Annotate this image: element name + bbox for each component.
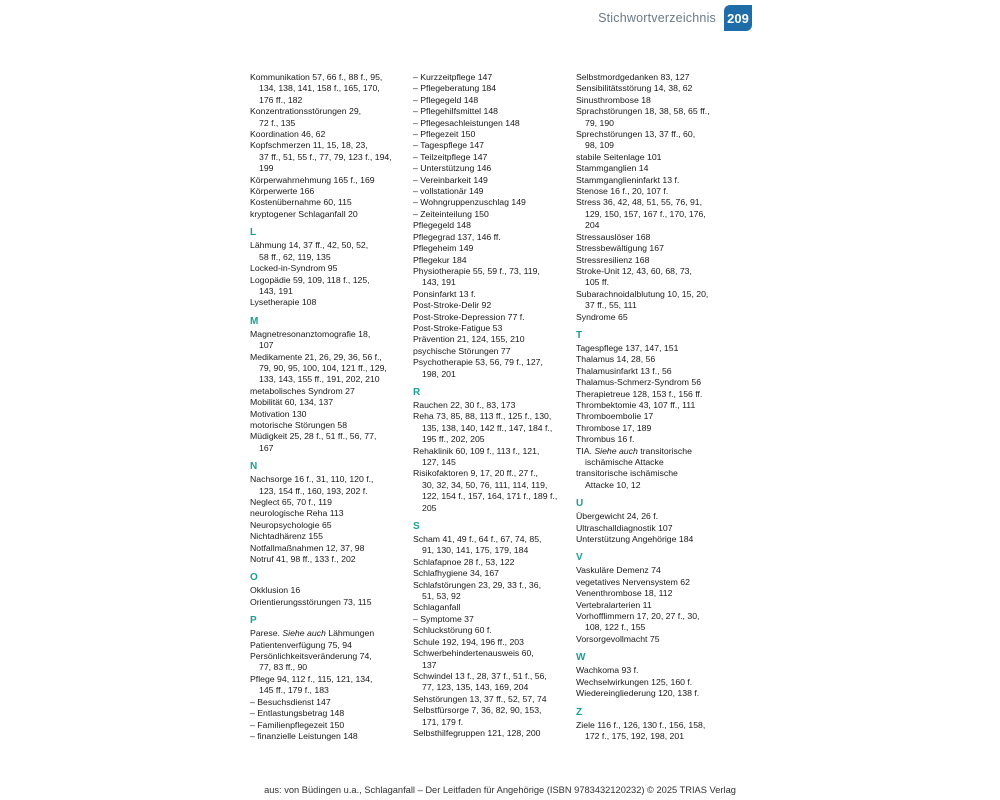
index-entry: Nachsorge 16 f., 31, 110, 120 f., 123, 154 ff., 160, 193, 202 f. [250, 474, 374, 496]
index-entry: Übergewicht 24, 26 f. [576, 511, 659, 522]
index-entry: Rehaklinik 60, 109 f., 113 f., 121, 127, 145 [413, 445, 540, 467]
index-entry: Post-Stroke-Delir 92 [413, 300, 492, 311]
index-entry: metabolisches Syndrom 27 [250, 385, 355, 396]
index-entry: Pflegegeld 148 [413, 220, 471, 231]
index-entry: Wiedereingliederung 120, 138 f. [576, 688, 700, 699]
index-entry: Subarachnoidalblutung 10, 15, 20, 37 ff., 55, 111 [576, 288, 709, 311]
index-entry: Körperwahrnehmung 165 f., 169 [250, 174, 375, 185]
index-entry: Syndrome 65 [576, 311, 628, 322]
index-entry: Thrombose 17, 189 [576, 422, 652, 433]
index-entry: Pflege 94, 112 f., 115, 121, 134, 145 ff., 179 f., 183 [250, 673, 373, 696]
index-subentry: – Pflegeberatung 184 [413, 83, 573, 94]
index-letter-heading: W [576, 652, 586, 664]
index-letter-heading: U [576, 498, 584, 510]
index-entry: Stammganglien 14 [576, 163, 649, 174]
index-subentry: – Zeiteinteilung 150 [413, 209, 573, 220]
index-subentry: – Entlastungsbetrag 148 [250, 708, 410, 719]
index-entry: Schlaganfall [413, 602, 461, 613]
index-entry: Lähmung 14, 37 ff., 42, 50, 52, 58 ff., 62, 119, 135 [250, 240, 369, 262]
index-entry: Thalamus-Schmerz-Syndrom 56 [576, 377, 702, 388]
index-entry: Therapietreue 128, 153 f., 156 ff. [576, 388, 703, 399]
index-entry: Sprachstörungen 18, 38, 58, 65 ff., 79, 190 [576, 106, 710, 128]
index-entry: Selbsthilfegruppen 121, 128, 200 [413, 727, 541, 738]
index-subentry: – Familienpflegezeit 150 [250, 720, 410, 731]
index-subentry: – Besuchsdienst 147 [250, 697, 410, 708]
index-entry: Motivation 130 [250, 408, 307, 419]
index-entry: Mobilität 60, 134, 137 [250, 397, 334, 408]
index-entry: Pflegegrad 137, 146 ff. [413, 231, 501, 242]
index-entry: Selbstfürsorge 7, 36, 82, 90, 153, 171, 179 f. [413, 705, 542, 727]
index-entry: Schlafapnoe 28 f., 53, 122 [413, 556, 515, 567]
index-entry: Neuropsychologie 65 [250, 519, 332, 530]
index-subentry: – Pflegehilfsmittel 148 [413, 106, 573, 117]
index-letter-heading: Z [576, 706, 583, 718]
index-entry: Stress 36, 42, 48, 51, 55, 76, 91, 129, 150, 157, 167 f., 170, 176, 204 [576, 197, 706, 231]
index-entry: Lysetherapie 108 [250, 297, 317, 308]
index-entry: Schluckstörung 60 f. [413, 625, 492, 636]
index-entry: Schlafhygiene 34, 167 [413, 568, 499, 579]
index-entry: Locked-in-Syndrom 95 [250, 263, 338, 274]
index-entry: Risikofaktoren 9, 17, 20 ff., 27 f., 30, 32, 34, 50, 76, 111, 114, 119, 122, 154 f., 157, 164, 171 f., 189 f., 205 [413, 468, 558, 513]
index-entry: Rauchen 22, 30 f., 83, 173 [413, 399, 516, 410]
index-entry: Psychotherapie 53, 56, 79 f., 127, 198, 201 [413, 357, 543, 379]
footer-source-note: aus: von Büdingen u.a., Schlaganfall – Der Leitfaden für Angehörige (ISBN 9783432120232) © 2025 TRIAS Verlag [264, 785, 736, 795]
index-subentry: – vollstationär 149 [413, 186, 573, 197]
index-letter-heading: O [250, 572, 258, 584]
index-entry: Kopfschmerzen 11, 15, 18, 23, 37 ff., 51, 55 f., 77, 79, 123 f., 194, 199 [250, 140, 392, 174]
index-entry: Logopädie 59, 109, 118 f., 125, 143, 191 [250, 274, 370, 296]
index-entry: stabile Seitenlage 101 [576, 151, 662, 162]
index-entry: Konzentrationsstörungen 29, 72 f., 135 [250, 106, 362, 128]
index-entry: Parese. Siehe auch Lähmungen [250, 628, 375, 639]
index-entry: Reha 73, 85, 88, 113 ff., 125 f., 130, 135, 138, 140, 142 ff., 147, 184 f., 195 ff., 202, 205 [413, 411, 553, 445]
page-number-badge: 209 [724, 5, 752, 31]
index-entry: Physiotherapie 55, 59 f., 73, 119, 143, 191 [413, 265, 540, 288]
index-entry: Stenose 16 f., 20, 107 f. [576, 186, 669, 197]
index-entry: Schwerbehindertenausweis 60, 137 [413, 648, 534, 670]
index-entry: Unterstützung Angehörige 184 [576, 534, 694, 545]
index-letter-heading: V [576, 552, 583, 564]
index-subentry: – Vereinbarkeit 149 [413, 175, 573, 186]
index-letter-heading: L [250, 227, 257, 239]
index-entry: kryptogener Schlaganfall 20 [250, 208, 358, 219]
index-entry: Neglect 65, 70 f., 119 [250, 497, 332, 507]
index-subentry: – Pflegezeit 150 [413, 129, 573, 140]
index-entry: Thalamusinfarkt 13 f., 56 [576, 365, 672, 376]
index-column-1 [250, 72, 410, 742]
index-entry: Tagespflege 137, 147, 151 [576, 342, 679, 353]
index-entry: Sensibilitätsstörung 14, 38, 62 [576, 83, 693, 94]
index-letter-heading: S [413, 521, 420, 533]
index-entry: psychische Störungen 77 [413, 345, 511, 356]
index-subentry: – Pflegesachleistungen 148 [413, 118, 573, 129]
index-entry: transitorische ischämische Attacke 10, 12 [576, 468, 678, 490]
index-entry: Vertebralarterien 11 [576, 599, 652, 610]
index-column-2 [413, 72, 573, 739]
index-entry: Pflegekur 184 [413, 254, 467, 265]
index-entry: Scham 41, 49 f., 64 f., 67, 74, 85, 91, 130, 141, 175, 179, 184 [413, 534, 542, 556]
index-entry: Sehstörungen 13, 37 ff., 52, 57, 74 [413, 693, 547, 704]
index-entry: Wachkoma 93 f. [576, 665, 639, 676]
index-entry: Stroke-Unit 12, 43, 60, 68, 73, 105 ff. [576, 265, 692, 288]
index-entry: Ziele 116 f., 126, 130 f., 156, 158, 172 f., 175, 192, 198, 201 [576, 719, 706, 741]
index-entry: Vorsorgevollmacht 75 [576, 633, 660, 644]
index-entry: Schule 192, 194, 196 ff., 203 [413, 636, 524, 647]
index-entry: Persönlichkeitsveränderung 74, 77, 83 ff., 90 [250, 651, 372, 673]
index-entry: Medikamente 21, 26, 29, 36, 56 f., 79, 90, 95, 100, 104, 121 ff., 129, 133, 143, 155 ff., 191, 202, 210 [250, 351, 387, 385]
index-letter-heading: P [250, 615, 257, 627]
index-columns [250, 72, 750, 741]
index-subentry: – Pflegegeld 148 [413, 95, 573, 106]
index-entry: Prävention 21, 124, 155, 210 [413, 334, 525, 345]
index-entry: Notfallmaßnahmen 12, 37, 98 [250, 542, 365, 553]
index-entry: Okklusion 16 [250, 585, 301, 596]
index-letter-heading: M [250, 315, 259, 327]
index-entry: Körperwerte 166 [250, 186, 315, 197]
index-entry: Sprechstörungen 13, 37 ff., 60, 98, 109 [576, 129, 696, 151]
index-entry: Post-Stroke-Fatigue 53 [413, 322, 503, 333]
index-entry: Nichtadhärenz 155 [250, 531, 323, 542]
index-entry: Ultraschalldiagnostik 107 [576, 522, 673, 533]
index-entry: Selbstmordgedanken 83, 127 [576, 72, 690, 82]
index-entry: Stressauslöser 168 [576, 231, 651, 242]
index-entry: TIA. Siehe auch transitorische ischämische Attacke [576, 445, 692, 467]
index-entry: Kommunikation 57, 66 f., 88 f., 95, 134, 138, 141, 158 f., 165, 170, 176 ff., 182 [250, 72, 383, 105]
index-entry: Patientenverfügung 75, 94 [250, 639, 352, 650]
running-header-title: Stichwortverzeichnis [598, 11, 716, 25]
index-entry: Orientierungsstörungen 73, 115 [250, 596, 372, 607]
index-subentry: – Symptome 37 [413, 614, 573, 625]
index-letter-heading: T [576, 329, 583, 341]
index-subentry: – Teilzeitpflege 147 [413, 152, 573, 163]
index-letter-heading: N [250, 461, 258, 473]
index-entry: Sinusthrombose 18 [576, 94, 651, 105]
index-entry: Notruf 41, 98 ff., 133 f., 202 [250, 554, 356, 565]
index-entry: Thromboembolie 17 [576, 411, 654, 422]
index-entry: Magnetresonanztomografie 18, 107 [250, 328, 371, 351]
index-entry: Vaskuläre Demenz 74 [576, 565, 661, 576]
index-entry: Thalamus 14, 28, 56 [576, 354, 656, 365]
index-entry: neurologische Reha 113 [250, 508, 344, 519]
index-entry: Venenthrombose 18, 112 [576, 588, 673, 599]
index-entry: Kostenübernahme 60, 115 [250, 197, 352, 208]
index-entry: Stressresilienz 168 [576, 254, 650, 265]
index-entry: Koordination 46, 62 [250, 129, 326, 140]
index-entry: Thrombektomie 43, 107 ff., 111 [576, 399, 696, 410]
index-entry: Wechselwirkungen 125, 160 f. [576, 676, 693, 687]
index-entry: Stressbewältigung 167 [576, 243, 664, 254]
index-subentry: – Wohngruppenzuschlag 149 [413, 197, 573, 208]
index-entry: Schlafstörungen 23, 29, 33 f., 36, 51, 53, 92 [413, 579, 541, 602]
index-entry: Stammganglieninfarkt 13 f. [576, 174, 680, 185]
index-subentry: – Kurzzeitpflege 147 [413, 72, 573, 83]
index-entry: Thrombus 16 f. [576, 434, 635, 445]
index-entry: Pflegeheim 149 [413, 243, 474, 254]
index-subentry: – finanzielle Leistungen 148 [250, 731, 410, 742]
index-column-3 [576, 72, 750, 742]
index-entry: vegetatives Nervensystem 62 [576, 576, 690, 587]
index-entry: motorische Störungen 58 [250, 419, 348, 430]
index-entry: Post-Stroke-Depression 77 f. [413, 311, 525, 322]
index-subentry: – Unterstützung 146 [413, 163, 573, 174]
index-entry: Schwindel 13 f., 28, 37 f., 51 f., 56, 77, 123, 135, 143, 169, 204 [413, 670, 547, 693]
index-subentry: – Tagespflege 147 [413, 140, 573, 151]
index-letter-heading: R [413, 386, 421, 398]
index-entry: Vorhofflimmern 17, 20, 27 f., 30, 108, 122 f., 155 [576, 611, 700, 633]
index-entry: Ponsinfarkt 13 f. [413, 288, 476, 299]
index-entry: Müdigkeit 25, 28 f., 51 ff., 56, 77, 167 [250, 431, 377, 453]
